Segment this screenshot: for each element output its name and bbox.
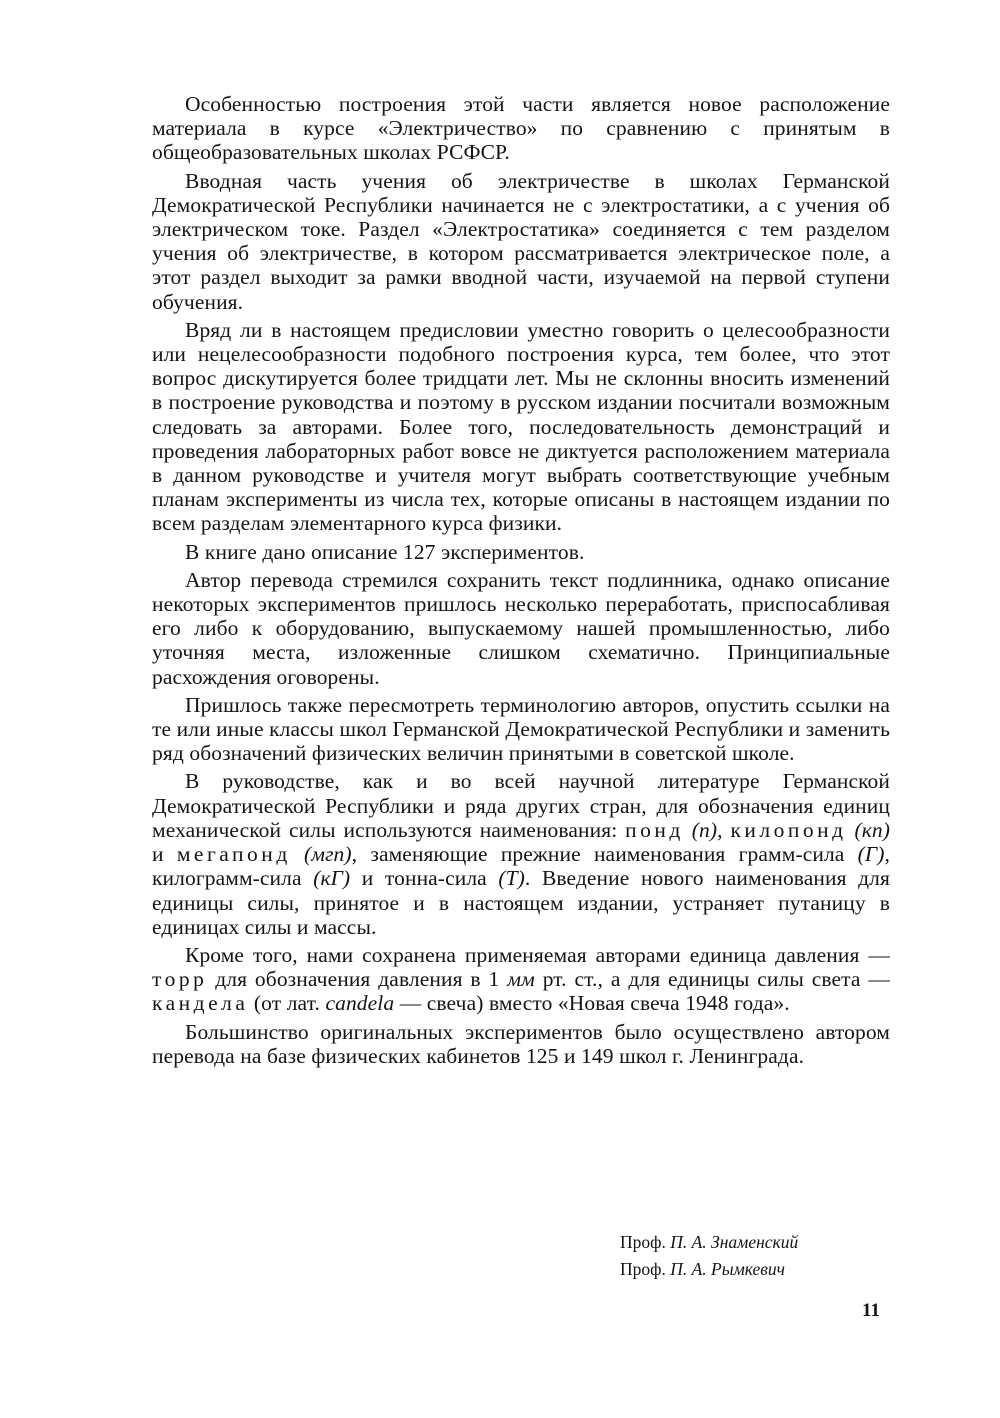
unit-candela: кандела <box>152 991 249 1016</box>
pressure-units-mid3: (от лат. <box>248 991 326 1016</box>
signature-rymkevich <box>620 1256 950 1283</box>
force-units-tail: . Введение нового наименования для единицы силы, принятое и в настоящем издании, устраняет путаницу в единицах силы и массы. <box>152 866 891 939</box>
unit-kilopond-abbr: (кп) <box>854 817 890 842</box>
force-units-lead: В руководстве, как и во всей научной литературе Германской Демократической Республики и ряда других стран, для обозначения единиц механической силы используются наименования: <box>152 769 890 842</box>
signature-name: П. А. Рымкевич <box>670 1259 785 1279</box>
pressure-units-mid: для обозначения давления в 1 <box>207 967 508 992</box>
force-units-mid: , заменяющие прежние наименования грамм-сила <box>351 842 858 867</box>
latin-candela: candela <box>325 991 395 1016</box>
signature-name: П. А. Знаменский <box>670 1232 799 1252</box>
pressure-units-tail: — свеча) вместо «Новая свеча 1948 года». <box>394 991 790 1016</box>
pressure-units-mid2: рт. ст., а для единицы силы света — <box>534 967 890 992</box>
paragraph-structure: Особенностью построения этой части является новое расположение материала в курсе «Электричество» по сравнению с принятым в общеобразовательных школах РСФСР. <box>152 92 890 165</box>
force-units-mid2: , килограмм-сила <box>152 842 890 891</box>
signature-title: Проф. <box>620 1232 666 1252</box>
unit-pond-abbr: (п) <box>691 817 718 842</box>
page-number: 11 <box>862 1300 880 1321</box>
unit-pond: понд <box>625 817 684 842</box>
signature-znamensky <box>620 1229 950 1256</box>
paragraph-pressure-light-units <box>152 943 890 1016</box>
paragraph-course-structure: Вряд ли в настоящем предисловии уместно говорить о целесообразности или нецелесообразности подобного построения курса, тем более, что этот вопрос дискутируется более тридцати лет. Мы не склонны вносить изменений в построение руководства и поэтому в русском издании посчитали возможным следовать за авторами. Более того, последовательность демонстраций и проведения лабораторных работ вовсе не диктуется расположением материала в данном руководстве и учителя могут выбрать соответствующие учебным планам эксперименты из числа тех, которые описаны в настоящем издании по всем разделам элементарного курса физики. <box>152 317 890 536</box>
paragraph-terminology: Пришлось также пересмотреть терминологию авторов, опустить ссылки на те или иные классы школ Германской Демократической Республики и заменить ряд обозначений физических величин принятыми в советской школе. <box>152 692 890 766</box>
signatures <box>620 1229 950 1283</box>
signature-title: Проф. <box>620 1259 666 1279</box>
preface-text <box>152 92 890 1068</box>
unit-megapond: мегапонд <box>176 842 291 867</box>
pressure-units-lead: Кроме того, нами сохранена применяемая авторами единица давления — <box>185 942 890 967</box>
paragraph-experiments-origin: Большинство оригинальных экспериментов было осуществлено автором перевода на базе физических кабинетов 125 и 149 школ г. Ленинграда. <box>152 1019 890 1068</box>
unit-mm: мм <box>507 967 535 992</box>
unit-torr: торр <box>152 967 208 992</box>
unit-megapond-abbr: (мгп) <box>303 842 352 867</box>
units-conjunction: и <box>152 842 164 867</box>
unit-ton-force-abbr: (Т) <box>498 866 525 891</box>
paragraph-force-units: В руководстве, как и во всей научной литературе Германской Демократической Республики и ряда других стран, для обозначения единиц механической силы используются наименования: понд (п), килопонд (кп) и мегапонд (мгп), заменяющие прежние наименования грамм-сила (Г), килограмм-сила (кГ) и тонна-сила (Т). Введение нового наименования для единицы силы, принятое и в настоящем издании, устраняет путаницу в единицах силы и массы. <box>152 769 891 939</box>
paragraph-translation-notes: Автор перевода стремился сохранить текст подлинника, однако описание некоторых экспериментов пришлось несколько переработать, приспосабливая его либо к оборудованию, выпускаемому нашей промышленностью, либо уточняя места, изложенные слишком схематично. Принципиальные расхождения оговорены. <box>152 567 890 689</box>
unit-kilogram-force-abbr: (кГ) <box>313 866 351 891</box>
force-units-mid3: и тонна-сила <box>350 866 499 891</box>
unit-kilopond: килопонд <box>730 817 847 842</box>
paragraph-experiment-count: В книге дано описание 127 экспериментов. <box>185 539 585 564</box>
unit-gram-force-abbr: (Г) <box>857 842 885 867</box>
paragraph-introductory-part: Вводная часть учения об электричестве в школах Германской Демократической Республики начинается не с электростатики, а с учения об электрическом токе. Раздел «Электростатика» соединяется с тем разделом учения об электричестве, в котором рассматривается электрическое поле, а этот раздел выходит за рамки вводной части, изучаемой на первой ступени обучения. <box>152 168 890 314</box>
